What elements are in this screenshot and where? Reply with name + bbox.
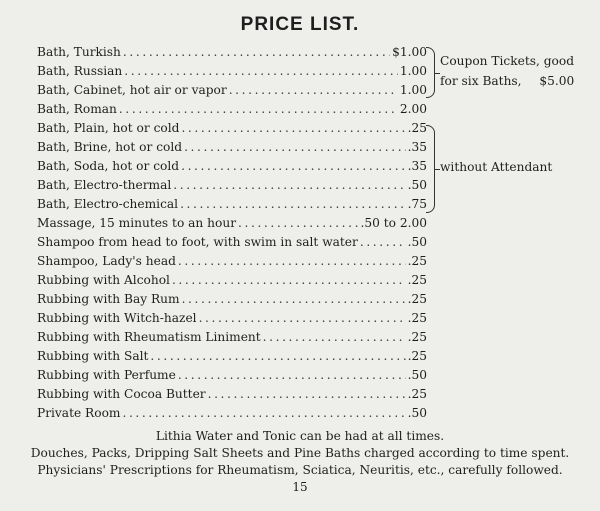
price-row	[37, 290, 427, 309]
dot-leader	[150, 347, 405, 366]
dot-leader	[173, 176, 405, 195]
price-row	[37, 195, 427, 214]
coupon-note-price: $5.00	[539, 74, 575, 88]
item-price: .50	[407, 178, 427, 192]
coupon-note-line1: Coupon Tickets, good	[440, 54, 575, 68]
item-price: .25	[407, 292, 427, 306]
item-name: Rubbing with Bay Rum	[37, 292, 180, 306]
item-name: Rubbing with Salt	[37, 349, 149, 363]
dot-leader	[180, 195, 406, 214]
item-price: .25	[407, 121, 427, 135]
item-price: .50	[407, 406, 427, 420]
price-row	[37, 138, 427, 157]
item-price: .35	[407, 140, 427, 154]
item-price: 2.00	[399, 102, 427, 116]
item-price: .50 to 2.00	[360, 216, 427, 230]
price-list	[37, 43, 427, 423]
dot-leader	[178, 366, 406, 385]
price-row	[37, 404, 427, 423]
coupon-note-text: for six Baths,	[440, 74, 522, 88]
item-name: Bath, Roman	[37, 102, 117, 116]
item-price: .50	[407, 368, 427, 382]
item-name: Bath, Soda, hot or cold	[37, 159, 180, 173]
dot-leader	[122, 404, 405, 423]
coupon-brace	[426, 47, 435, 98]
item-name: Shampoo, Lady's head	[37, 254, 176, 268]
item-name: Massage, 15 minutes to an hour	[37, 216, 237, 230]
item-name: Rubbing with Perfume	[37, 368, 176, 382]
item-name: Rubbing with Witch-hazel	[37, 311, 197, 325]
item-name: Shampoo from head to foot, with swim in salt water	[37, 235, 358, 249]
item-price: .35	[407, 159, 427, 173]
item-name: Bath, Brine, hot or cold	[37, 140, 183, 154]
price-row	[37, 81, 427, 100]
footer-note-2: Douches, Packs, Dripping Salt Sheets and Pine Baths charged according to time spent.	[30, 446, 570, 460]
dot-leader	[199, 309, 406, 328]
dot-leader	[172, 271, 406, 290]
price-row	[37, 252, 427, 271]
price-row	[37, 100, 427, 119]
price-row	[37, 233, 427, 252]
item-price: .25	[407, 254, 427, 268]
price-row	[37, 43, 427, 62]
price-row	[37, 385, 427, 404]
item-price: .25	[407, 387, 427, 401]
dot-leader	[123, 43, 390, 62]
item-price: .50	[407, 235, 427, 249]
attendant-note: without Attendant	[440, 160, 553, 174]
item-name: Bath, Plain, hot or cold	[37, 121, 180, 135]
item-price: 1.00	[399, 64, 427, 78]
price-row	[37, 214, 427, 233]
dot-leader	[360, 233, 406, 252]
dot-leader	[238, 214, 358, 233]
dot-leader	[124, 62, 398, 81]
dot-leader	[182, 290, 406, 309]
item-name: Bath, Russian	[37, 64, 123, 78]
item-price: .25	[407, 311, 427, 325]
dot-leader	[263, 328, 406, 347]
item-name: Private Room	[37, 406, 121, 420]
price-row	[37, 119, 427, 138]
item-name: Bath, Electro-thermal	[37, 178, 172, 192]
item-price: .25	[407, 349, 427, 363]
coupon-note-line2	[440, 72, 574, 91]
attendant-brace	[426, 125, 435, 213]
dot-leader	[181, 157, 406, 176]
price-row	[37, 347, 427, 366]
dot-leader	[208, 385, 406, 404]
item-name: Bath, Cabinet, hot air or vapor	[37, 83, 227, 97]
price-row	[37, 157, 427, 176]
dot-leader	[119, 100, 398, 119]
item-price: .25	[407, 273, 427, 287]
dot-leader	[181, 119, 405, 138]
price-row	[37, 271, 427, 290]
footer-note-3: Physicians' Prescriptions for Rheumatism, Sciatica, Neuritis, etc., carefully followed.	[37, 463, 563, 477]
item-price: $1.00	[392, 45, 427, 59]
item-name: Bath, Electro-chemical	[37, 197, 179, 211]
dot-leader	[184, 138, 406, 157]
price-row	[37, 366, 427, 385]
price-row	[37, 62, 427, 81]
item-name: Rubbing with Cocoa Butter	[37, 387, 206, 401]
dot-leader	[229, 81, 398, 100]
item-price: 1.00	[399, 83, 427, 97]
item-name: Rubbing with Alcohol	[37, 273, 170, 287]
item-price: .25	[407, 330, 427, 344]
footer-note-1: Lithia Water and Tonic can be had at all times.	[155, 429, 445, 443]
price-row	[37, 309, 427, 328]
page-title: PRICE LIST.	[240, 14, 360, 35]
price-row	[37, 328, 427, 347]
item-name: Bath, Turkish	[37, 45, 121, 59]
page-number: 15	[292, 480, 308, 494]
dot-leader	[178, 252, 406, 271]
item-name: Rubbing with Rheumatism Liniment	[37, 330, 261, 344]
price-row	[37, 176, 427, 195]
item-price: .75	[407, 197, 427, 211]
